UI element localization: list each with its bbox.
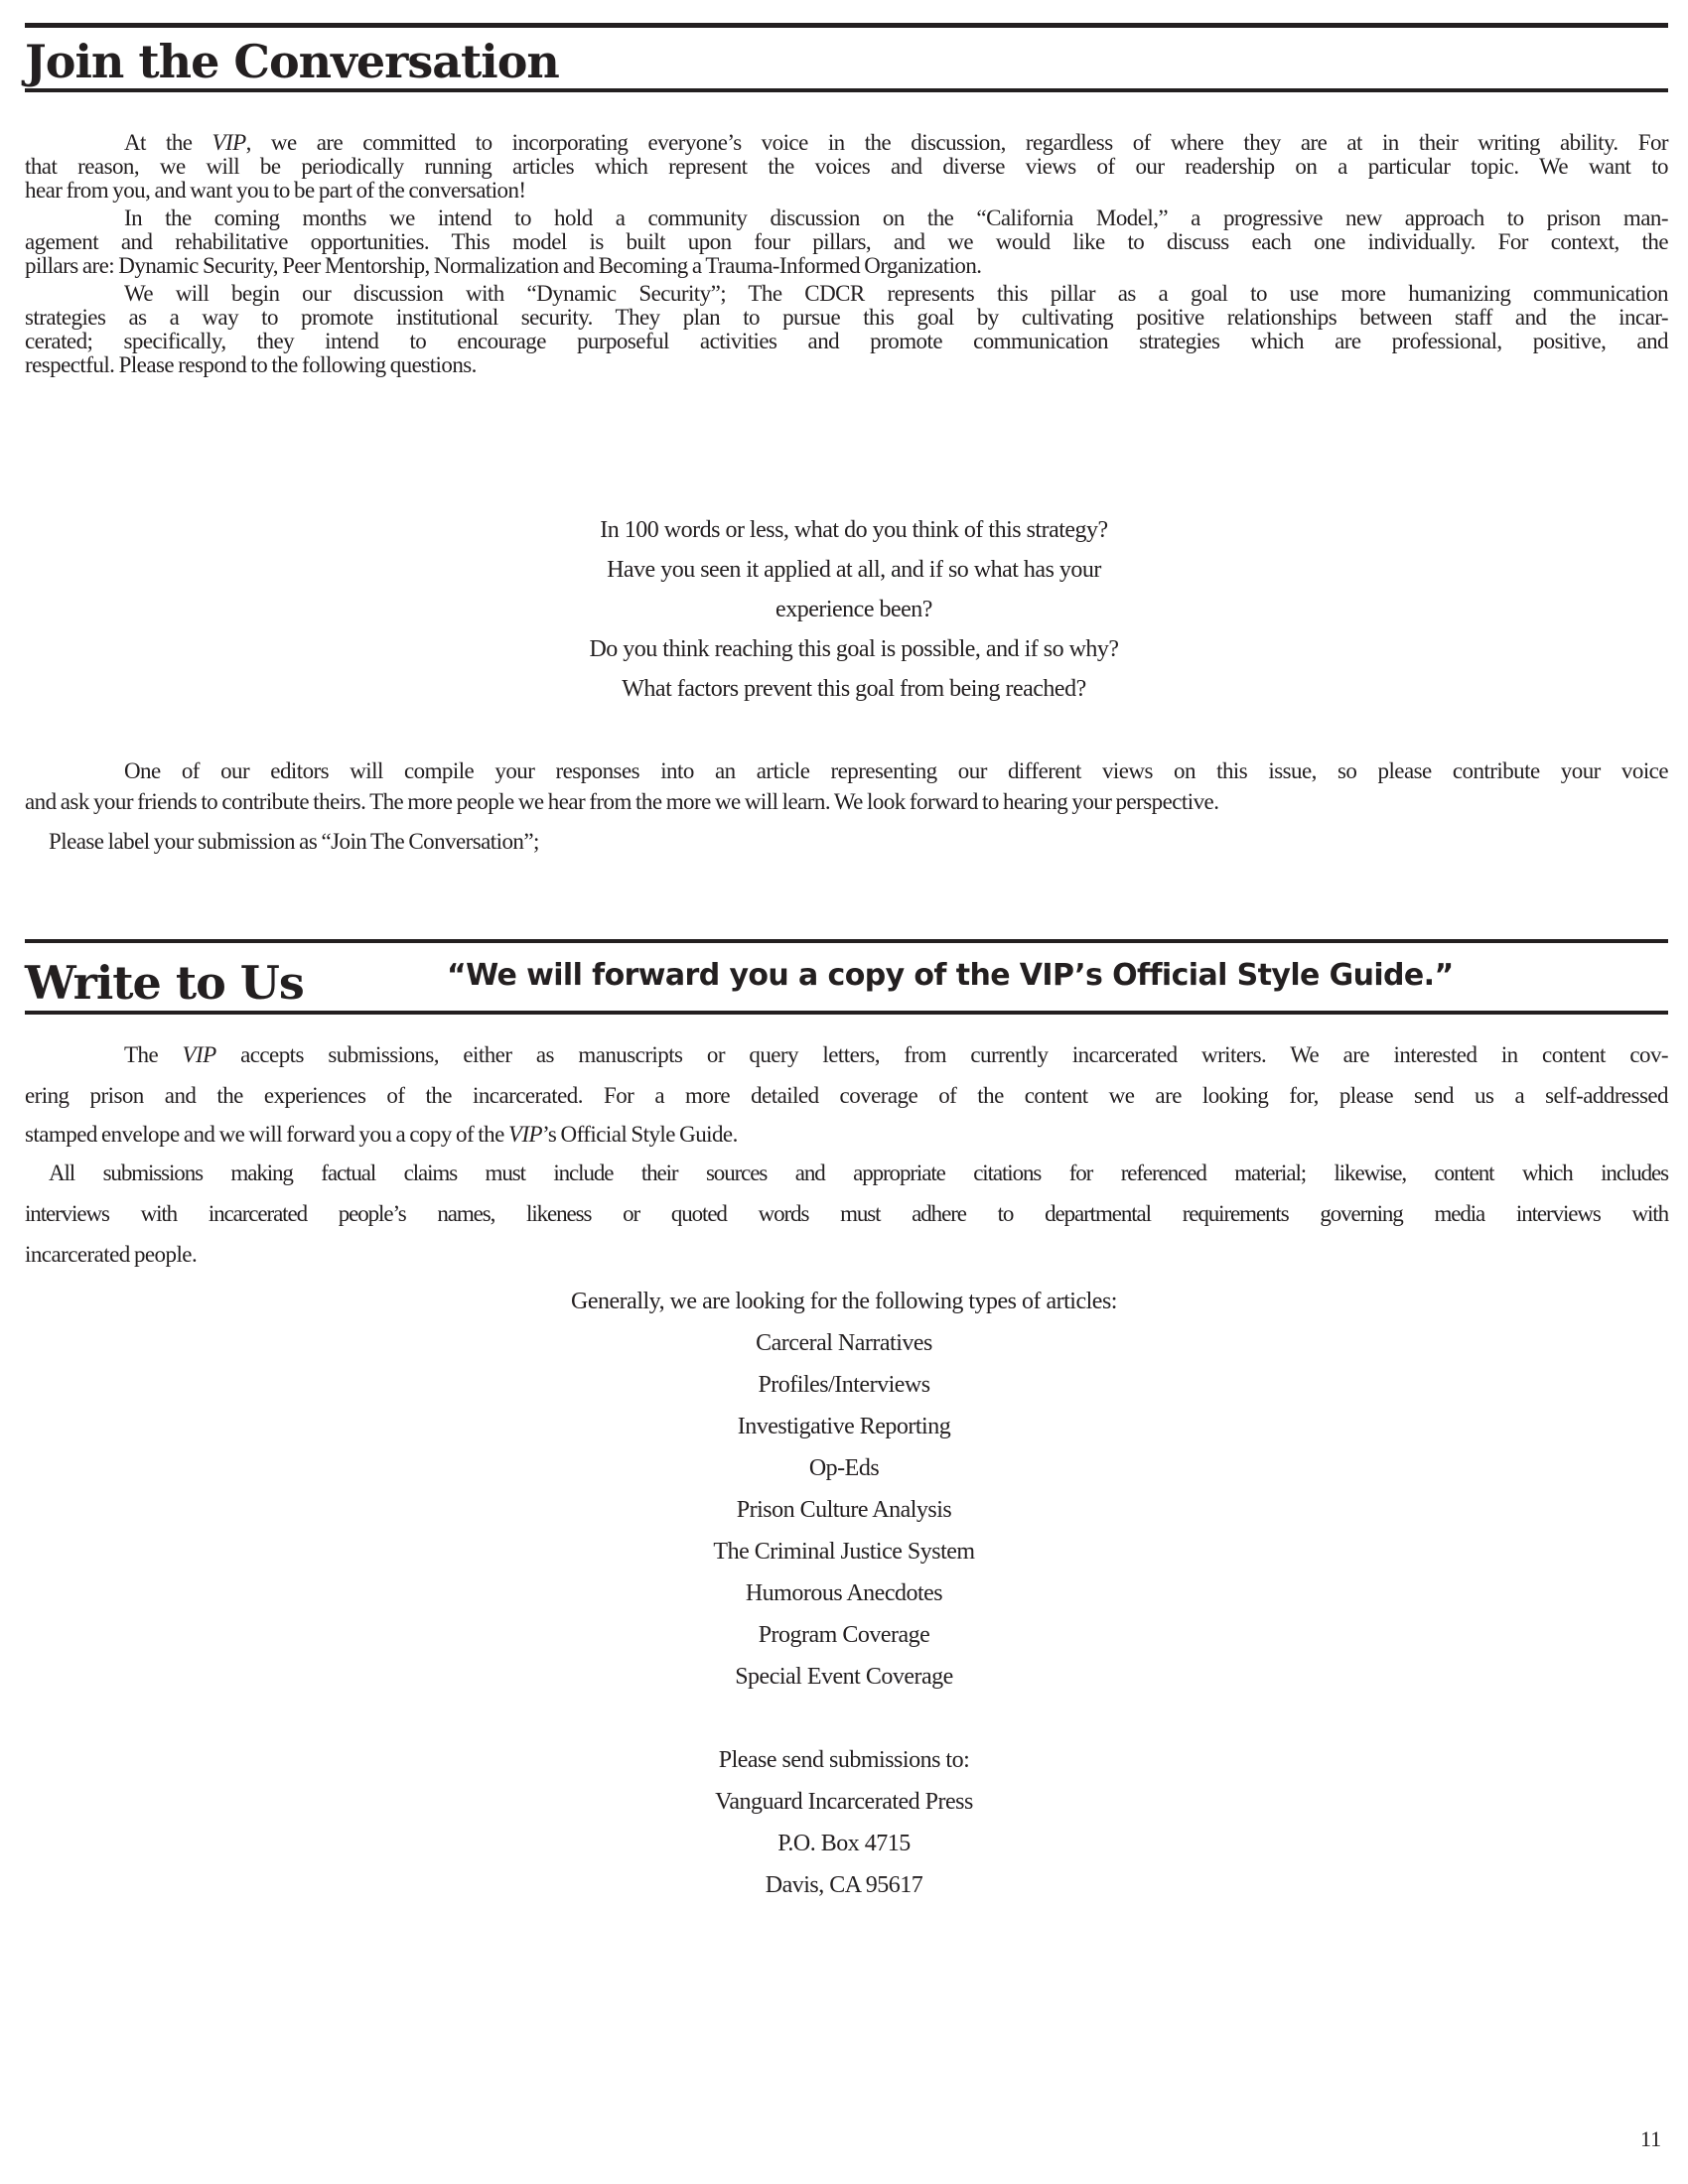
submissions-paragraph-line xyxy=(25,1120,1668,1150)
text: , we are committed to incorporating everyone’s voice in the discussion, regardless of where they are at in their writing ability. For xyxy=(245,130,1669,155)
text: The xyxy=(124,1042,183,1067)
submissions-paragraph-line: ering prison and the experiences of the incarcerated. For a more detailed coverage of the content we are looking for, please send us a self-addressed xyxy=(25,1083,1668,1108)
article-type-item: Profiles/Interviews xyxy=(758,1372,930,1398)
vip-italic: VIP xyxy=(211,130,246,155)
question-line: What factors prevent this goal from being reached? xyxy=(622,676,1086,702)
dynamic-security-paragraph-line: respectful. Please respond to the following questions. xyxy=(25,352,477,377)
top-rule xyxy=(25,23,1668,28)
article-type-item: The Criminal Justice System xyxy=(713,1539,975,1565)
closing-paragraph-line: One of our editors will compile your responses into an article representing our different views on this issue, so please contribute your voice xyxy=(124,758,1668,783)
heading-underline xyxy=(25,1011,1668,1015)
vip-italic: VIP xyxy=(507,1122,543,1147)
article-type-item: Prison Culture Analysis xyxy=(736,1497,952,1523)
intro-paragraph-line xyxy=(25,130,1668,156)
factual-claims-paragraph-line: incarcerated people. xyxy=(25,1242,198,1267)
question-line: Do you think reaching this goal is possible, and if so why? xyxy=(589,636,1119,662)
article-type-item: Humorous Anecdotes xyxy=(745,1580,943,1606)
article-type-item: Investigative Reporting xyxy=(737,1414,951,1439)
vip-italic: VIP xyxy=(182,1042,216,1067)
text: stamped envelope and we will forward you a copy of the xyxy=(25,1122,508,1147)
factual-claims-paragraph-line: All submissions making factual claims must include their sources and appropriate citations for referenced material; likewise, content which includes xyxy=(49,1160,1668,1185)
question-line: Have you seen it applied at all, and if so what has your xyxy=(607,557,1101,583)
dynamic-security-paragraph-line: strategies as a way to promote institutional security. They plan to pursue this goal by cultivating positive relationships between staff and the incar- xyxy=(25,305,1668,330)
section-heading-write-to-us: Write to Us xyxy=(25,956,304,1010)
address-po-box: P.O. Box 4715 xyxy=(777,1831,911,1856)
address-label: Please send submissions to: xyxy=(718,1747,970,1773)
label-submission-line: Please label your submission as “Join The Conversation”; xyxy=(49,829,539,854)
text: At the xyxy=(124,130,212,155)
address-city: Davis, CA 95617 xyxy=(765,1872,923,1898)
section-divider-rule xyxy=(25,939,1668,943)
dynamic-security-paragraph-line: We will begin our discussion with “Dynamic Security”; The CDCR represents this pillar as a goal to use more humanizing communication xyxy=(124,281,1668,306)
submissions-paragraph-line xyxy=(25,1040,1668,1070)
question-line: In 100 words or less, what do you think of this strategy? xyxy=(600,517,1108,543)
article-type-item: Program Coverage xyxy=(758,1622,930,1648)
california-model-paragraph-line: In the coming months we intend to hold a community discussion on the “California Model,” a progressive new approach to prison man- xyxy=(124,205,1668,230)
california-model-paragraph-line: agement and rehabilitative opportunities. This model is built upon four pillars, and we would like to discuss each one individually. For context, the xyxy=(25,229,1668,254)
page-number: 11 xyxy=(1640,2126,1662,2151)
factual-claims-paragraph-line: interviews with incarcerated people’s names, likeness or quoted words must adhere to departmental requirements governing media interviews with xyxy=(25,1201,1668,1226)
article-type-item: Op-Eds xyxy=(808,1455,880,1481)
question-line: experience been? xyxy=(775,597,932,622)
intro-paragraph-line: that reason, we will be periodically running articles which represent the voices and diverse views of our readership on a particular topic. We want to xyxy=(25,154,1668,179)
article-type-item: Special Event Coverage xyxy=(735,1664,953,1690)
intro-paragraph-line: hear from you, and want you to be part of the conversation! xyxy=(25,178,526,203)
style-guide-tagline: “We will forward you a copy of the VIP’s Official Style Guide.” xyxy=(447,958,1454,993)
section-heading-join-conversation: Join the Conversation xyxy=(25,35,559,88)
text: accepts submissions, either as manuscripts or query letters, from currently incarcerated writers. We are interested in content cov- xyxy=(215,1042,1668,1067)
heading-underline xyxy=(25,88,1668,92)
article-types-intro: Generally, we are looking for the following types of articles: xyxy=(571,1289,1117,1314)
address-name: Vanguard Incarcerated Press xyxy=(715,1789,973,1815)
article-type-item: Carceral Narratives xyxy=(756,1330,932,1356)
text: ’s Official Style Guide. xyxy=(542,1122,738,1147)
california-model-paragraph-line: pillars are: Dynamic Security, Peer Mentorship, Normalization and Becoming a Trauma-Informed Organization. xyxy=(25,253,982,278)
dynamic-security-paragraph-line: cerated; specifically, they intend to encourage purposeful activities and promote communication strategies which are professional, positive, and xyxy=(25,329,1668,353)
closing-paragraph-line: and ask your friends to contribute theirs. The more people we hear from the more we will learn. We look forward to hearing your perspective. xyxy=(25,789,1219,814)
